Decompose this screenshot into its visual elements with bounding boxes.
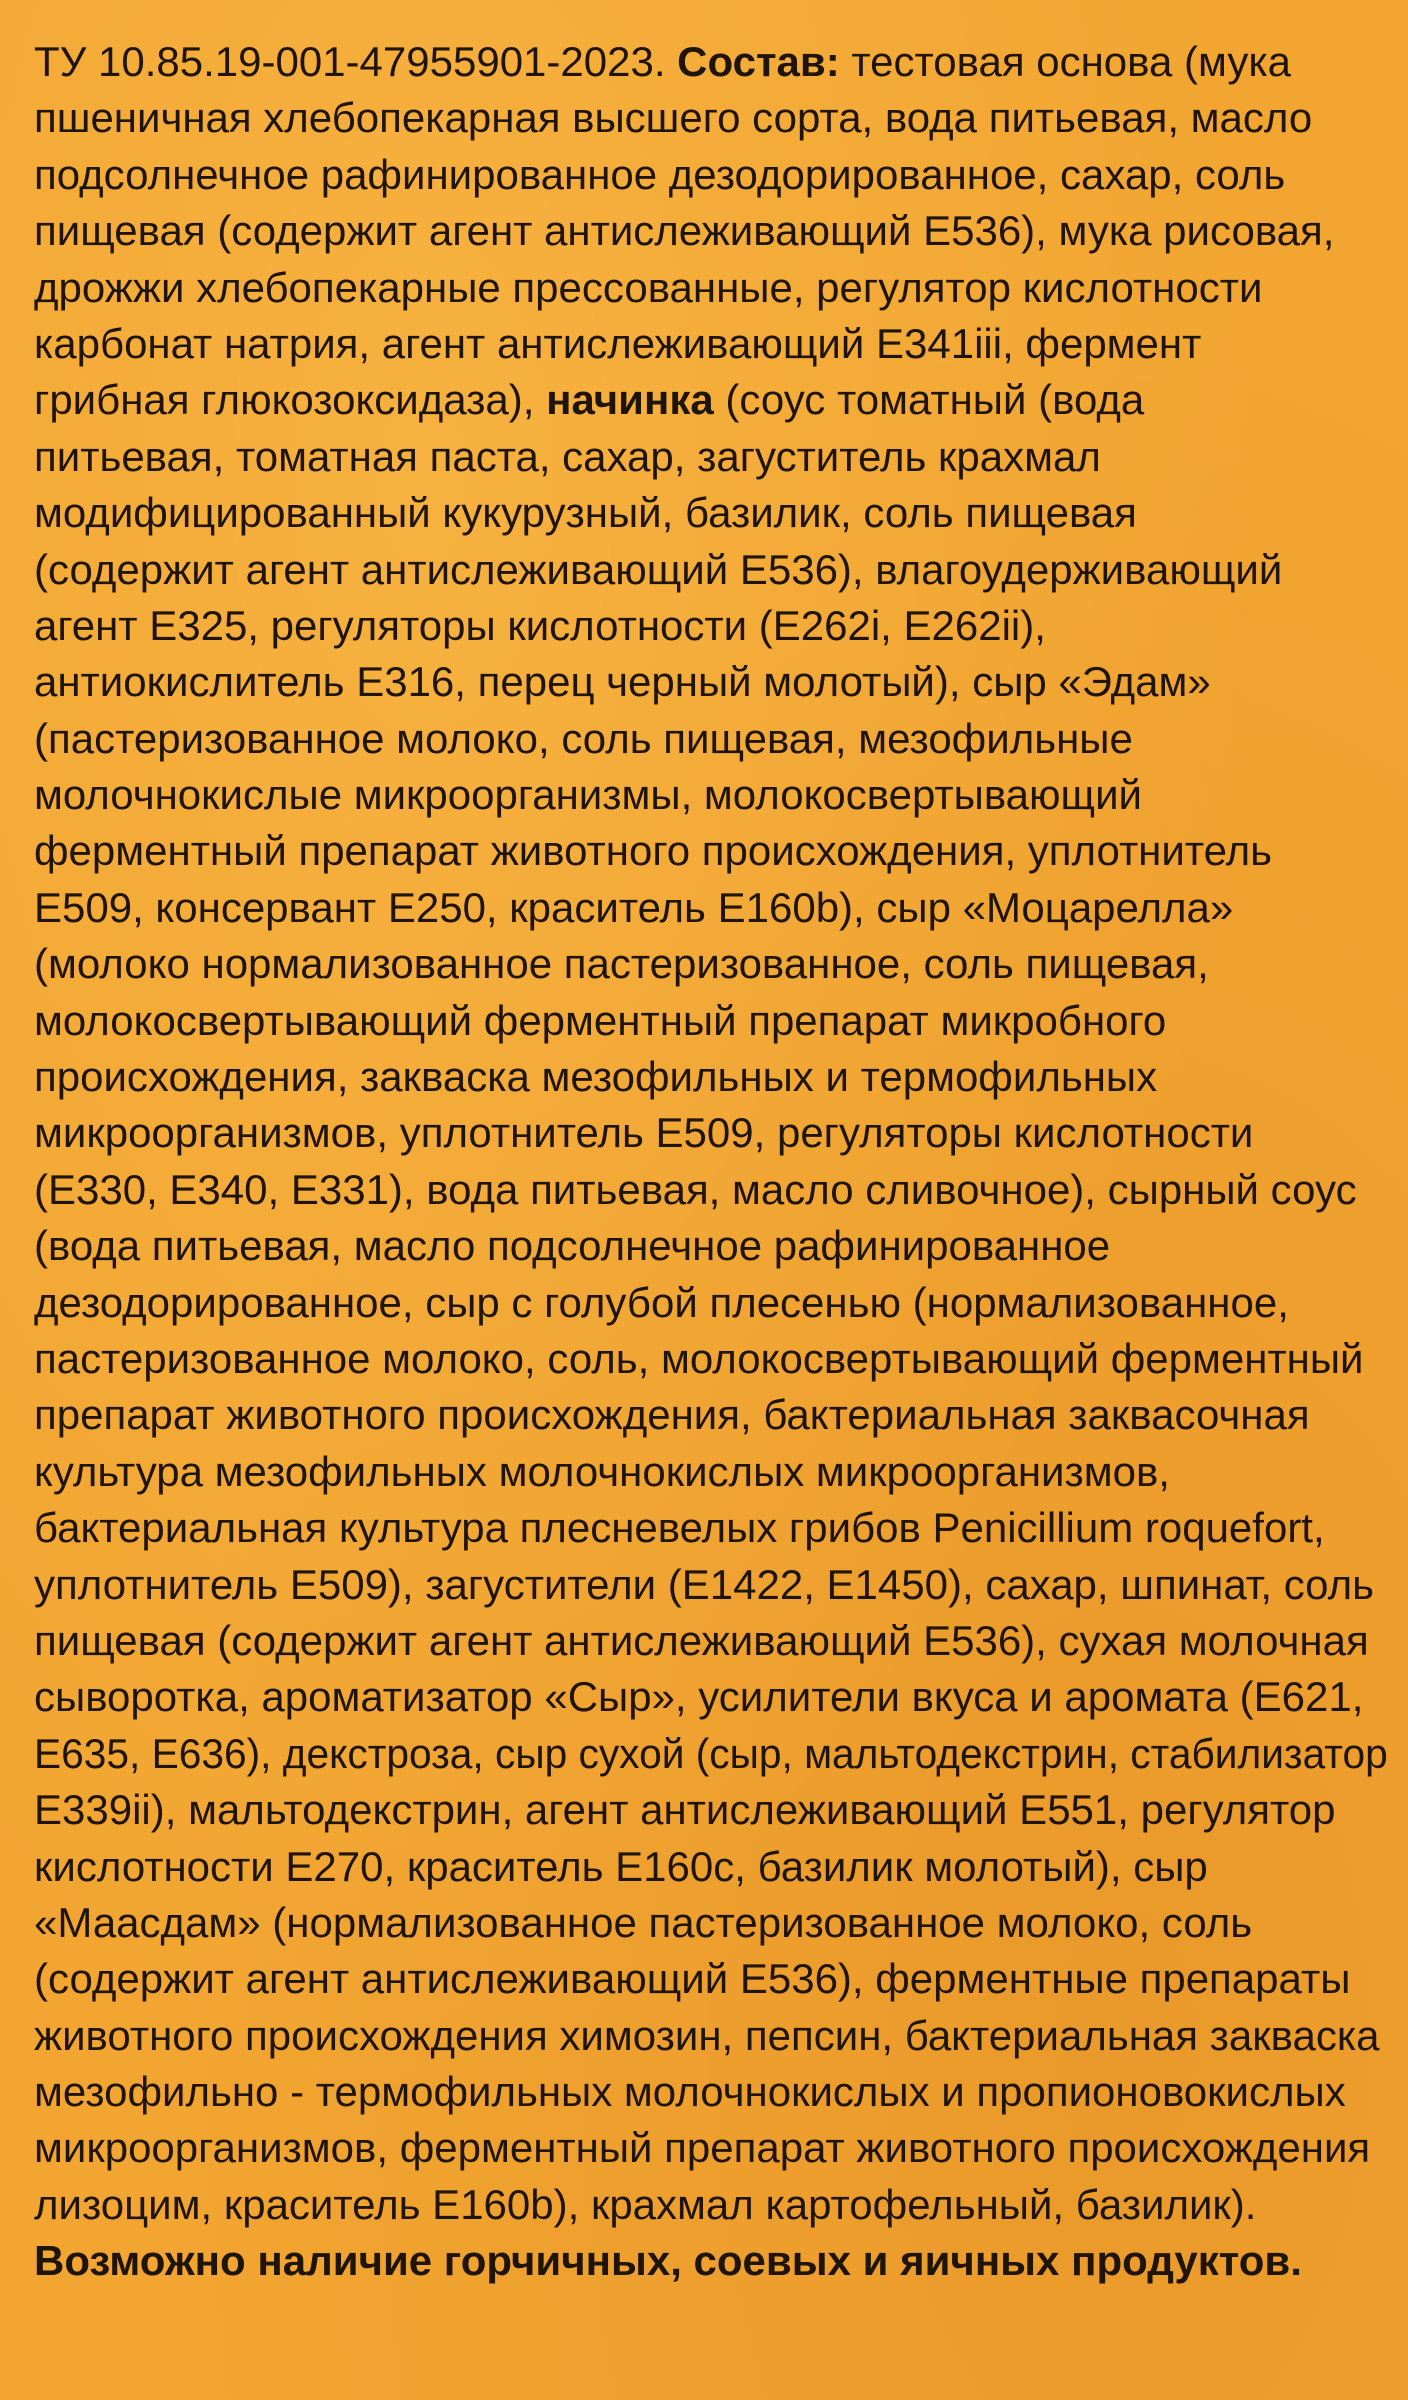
ingredients-line xyxy=(34,654,1374,710)
ingredients-line xyxy=(34,1895,1374,1951)
ingredients-line xyxy=(34,1613,1374,1669)
ingredients-text: «Маасдам» (нормализованное пастеризованное молоко, соль xyxy=(34,1898,1253,1946)
ingredients-text: молокосвертывающий ферментный препарат микробного xyxy=(34,996,1167,1044)
ingredients-line xyxy=(34,1557,1374,1613)
ingredients-line xyxy=(34,429,1374,485)
ingredients-line xyxy=(34,90,1374,146)
ingredients-text: уплотнитель Е509), загустители (Е1422, Е1450), сахар, шпинат, соль xyxy=(34,1560,1375,1608)
ingredients-text: ТУ 10.85.19-001-47955901-2023. xyxy=(34,38,678,85)
ingredients-line xyxy=(34,1162,1374,1218)
ingredients-line xyxy=(34,1275,1374,1331)
ingredients-text: дрожжи хлебопекарные прессованные, регулятор кислотности xyxy=(34,263,1263,311)
ingredients-line xyxy=(34,936,1374,992)
ingredients-text: дезодорированное, сыр с голубой плесенью (нормализованное, xyxy=(34,1278,1289,1326)
ingredients-text-block xyxy=(34,34,1388,2233)
ingredients-text: Е509, консервант Е250, краситель Е160b), сыр «Моцарелла» xyxy=(34,883,1234,931)
ingredients-line xyxy=(34,372,1374,428)
ingredients-text: агент Е325, регуляторы кислотности (Е262i, Е262ii), xyxy=(34,601,1046,649)
ingredients-text: (содержит агент антислеживающий Е536), ферментные препараты xyxy=(34,1955,1351,2003)
section-heading: Состав: xyxy=(677,38,840,85)
ingredients-line xyxy=(34,767,1374,823)
ingredients-line xyxy=(34,1049,1374,1105)
ingredients-line xyxy=(34,711,1374,767)
ingredients-text: (Е330, Е340, Е331), вода питьевая, масло сливочное), сырный соус xyxy=(34,1165,1357,1213)
ingredients-text: (молоко нормализованное пастеризованное, соль пищевая, xyxy=(34,940,1209,988)
ingredients-text: антиокислитель Е316, перец черный молотый), сыр «Эдам» xyxy=(34,658,1211,706)
ingredients-line xyxy=(34,2008,1380,2064)
ingredients-text: питьевая, томатная паста, сахар, загуститель крахмал xyxy=(34,432,1101,480)
ingredients-line xyxy=(34,1105,1374,1161)
ingredients-line xyxy=(34,542,1374,598)
ingredients-text: (пастеризованное молоко, соль пищевая, мезофильные xyxy=(34,714,1133,762)
ingredients-text: грибная глюкозоксидаза), xyxy=(34,376,547,424)
ingredients-line xyxy=(34,1782,1374,1838)
ingredients-line xyxy=(34,1218,1374,1274)
ingredients-text: происхождения, закваска мезофильных и термофильных xyxy=(34,1053,1158,1101)
ingredients-text: микроорганизмов, уплотнитель Е509, регуляторы кислотности xyxy=(34,1109,1254,1157)
ingredients-text: микроорганизмов, ферментный препарат животного происхождения xyxy=(34,2124,1371,2172)
ingredients-line xyxy=(34,1444,1374,1500)
ingredients-line xyxy=(34,34,1374,90)
ingredients-text: мезофильно - термофильных молочнокислых и пропионовокислых xyxy=(34,2068,1346,2116)
ingredients-text: Е339ii), мальтодекстрин, агент антислеживающий Е551, регулятор xyxy=(34,1786,1336,1834)
ingredients-line xyxy=(34,260,1374,316)
ingredients-text: лизоцим, краситель Е160b), крахмал картофельный, базилик). xyxy=(34,2180,1257,2228)
ingredients-text: модифицированный кукурузный, базилик, соль пищевая xyxy=(34,489,1137,537)
ingredients-line xyxy=(34,1726,1388,1782)
ingredients-text: пшеничная хлебопекарная высшего сорта, вода питьевая, масло xyxy=(34,94,1313,142)
ingredients-text: карбонат натрия, агент антислеживающий Е341iii, фермент xyxy=(34,319,1202,367)
ingredients-line xyxy=(34,485,1374,541)
ingredients-line xyxy=(34,203,1374,259)
ingredients-line xyxy=(34,1669,1374,1725)
ingredients-line xyxy=(34,147,1374,203)
ingredients-line xyxy=(34,598,1374,654)
ingredients-text: тестовая основа (мука xyxy=(839,38,1291,85)
ingredients-text: пищевая (содержит агент антислеживающий Е536), сухая молочная xyxy=(34,1616,1369,1664)
ingredients-text: (соус томатный (вода xyxy=(713,376,1145,424)
ingredients-line xyxy=(34,2120,1374,2176)
ingredients-text: бактериальная культура плесневелых грибов Penicillium roquefort, xyxy=(34,1504,1325,1552)
ingredients-text: молочнокислые микроорганизмы, молокосвертывающий xyxy=(34,771,1143,819)
ingredients-text: пастеризованное молоко, соль, молокосвертывающий ферментный xyxy=(34,1334,1364,1382)
ingredients-text: пищевая (содержит агент антислеживающий Е536), мука рисовая, xyxy=(34,207,1335,255)
ingredients-line xyxy=(34,1839,1374,1895)
ingredients-text: подсолнечное рафинированное дезодорированное, сахар, соль xyxy=(34,150,1286,198)
ingredients-line xyxy=(34,1951,1374,2007)
ingredients-text: Е635, Е636), декстроза, сыр сухой (сыр, мальтодекстрин, стабилизатор xyxy=(34,1729,1388,1777)
ingredients-line xyxy=(34,1500,1374,1556)
ingredients-text: (вода питьевая, масло подсолнечное рафинированное xyxy=(34,1222,1111,1270)
ingredients-line xyxy=(34,2064,1374,2120)
ingredients-line xyxy=(34,823,1374,879)
section-heading: начинка xyxy=(546,376,714,424)
ingredients-text: кислотности Е270, краситель Е160с, базилик молотый), сыр xyxy=(34,1842,1208,1890)
ingredients-text: ферментный препарат животного происхождения, уплотнитель xyxy=(34,827,1272,875)
ingredients-text: сыворотка, ароматизатор «Сыр», усилители вкуса и аромата (Е621, xyxy=(34,1673,1364,1721)
ingredients-line xyxy=(34,1387,1374,1443)
ingredients-line xyxy=(34,993,1374,1049)
ingredients-text: культура мезофильных молочнокислых микроорганизмов, xyxy=(34,1447,1170,1495)
allergen-warning: Возможно наличие горчичных, соевых и яичных продуктов. xyxy=(34,2237,1302,2285)
ingredients-line xyxy=(34,1331,1374,1387)
ingredients-text: животного происхождения химозин, пепсин, бактериальная закваска xyxy=(34,2011,1380,2059)
ingredients-text: (содержит агент антислеживающий Е536), влагоудерживающий xyxy=(34,545,1283,593)
ingredients-line xyxy=(34,316,1374,372)
ingredients-line xyxy=(34,2177,1374,2233)
ingredients-line xyxy=(34,880,1374,936)
ingredients-text: препарат животного происхождения, бактериальная заквасочная xyxy=(34,1391,1310,1439)
